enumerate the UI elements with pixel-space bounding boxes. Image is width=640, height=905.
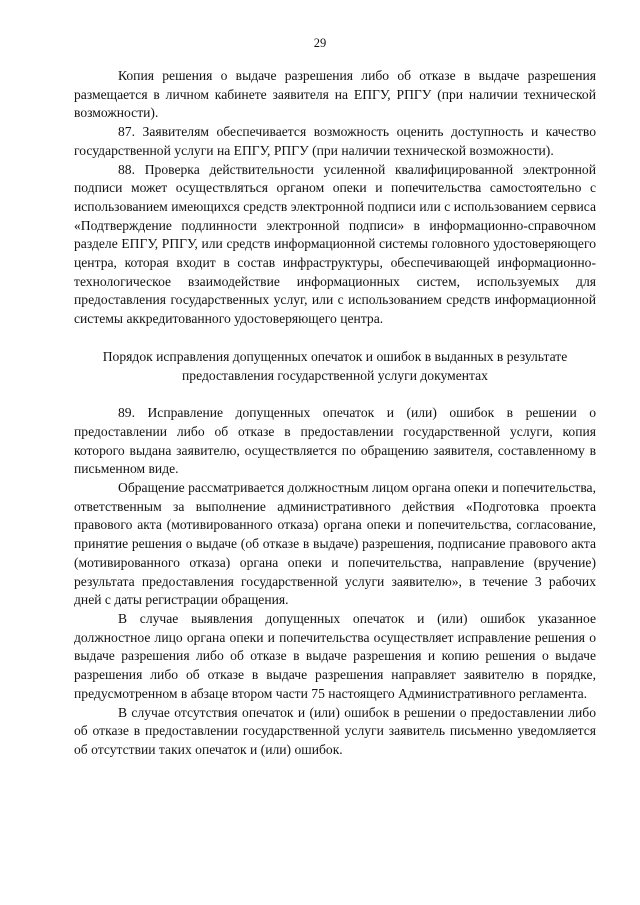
paragraph-errors-found: В случае выявления допущенных опечаток и (или) ошибок указанное должностное лицо органа опеки и попечительства осуществляет исправление решения о выдаче разрешения либо об отказе в выдаче разрешения и копию решения о выдаче разрешения либо об отказе в выдаче разрешения направляет заявителю в порядке, предусмотренном в абзаце втором части 75 настоящего Административного регламента. [74, 610, 596, 701]
paragraph-89: 89. Исправление допущенных опечаток и (или) ошибок в решении о предоставлении либо об отказе в предоставлении государственной услуги, копия которого выдана заявителю, осуществляется по обращению заявителя, составленному в письменном виде. [74, 405, 596, 477]
paragraph-no-errors: В случае отсутствия опечаток и (или) ошибок в решении о предоставлении либо об отказе в предоставлении государственной услуги заявитель письменно уведомляется об отсутствии таких опечаток и (или) ошибок. [74, 704, 596, 757]
page-number: 29 [313, 36, 327, 50]
paragraph-88: 88. Проверка действительности усиленной квалифицированной электронной подписи может осуществляться органом опеки и попечительства самостоятельно с использованием имеющихся средств электронной подписи или с использованием сервиса «Подтверждение подлинности электронной подписи» в информационно-справочном разделе ЕПГУ, РПГУ, или средств информационной системы головного удостоверяющего центра, которая входит в состав инфраструктуры, обеспечивающей информационно-технологическое взаимодействие информационных систем, используемых для предоставления государственных услуг, или с использованием средств информационной системы аккредитованного удостоверяющего центра. [74, 161, 596, 327]
section-heading: Порядок исправления допущенных опечаток и ошибок в выданных в результате предоставления государственной услуги документах [102, 348, 568, 383]
paragraph-appeal-review: Обращение рассматривается должностным лицом органа опеки и попечительства, ответственным за выполнение административного действия «Подготовка проекта правового акта (мотивированного отказа) органа опеки и попечительства, согласование, принятие решения о выдаче (об отказе в выдаче) разрешения, подписание правового акта (мотивированного отказа) органа опеки и попечительства, направление (вручение) результата предоставления государственной услуги заявителю», в течение 3 рабочих дней с даты регистрации обращения. [74, 480, 596, 608]
paragraph-copy-of-decision: Копия решения о выдаче разрешения либо об отказе в выдаче разрешения размещается в личном кабинете заявителя на ЕПГУ, РПГУ (при наличии технической возможности). [74, 68, 596, 121]
paragraph-87: 87. Заявителям обеспечивается возможность оценить доступность и качество государственной услуги на ЕПГУ, РПГУ (при наличии технической возможности). [74, 124, 596, 158]
document-body [74, 67, 596, 760]
